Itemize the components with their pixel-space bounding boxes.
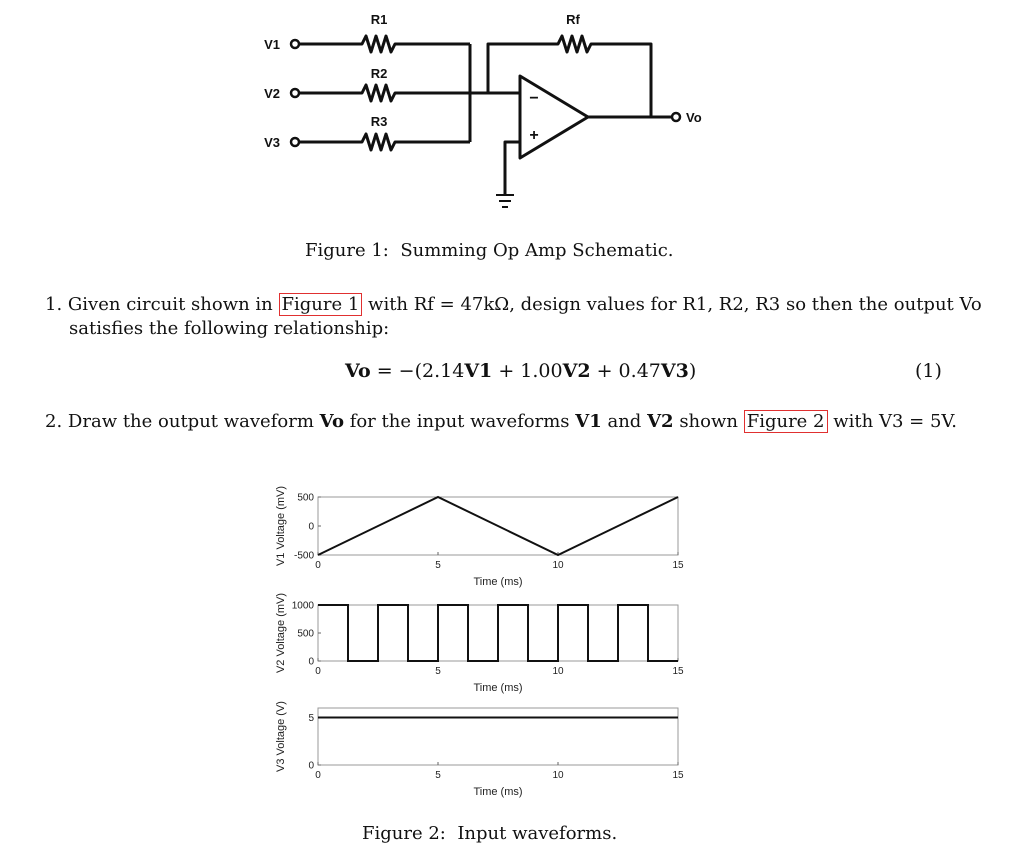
v1-label: V1 <box>264 37 280 52</box>
eq-v3: V3 <box>660 360 689 382</box>
question-2-text-b: for the input waveforms <box>349 411 570 432</box>
v1-ylabel: V1 Voltage (mV) <box>275 485 287 567</box>
question-2-number: 2. <box>45 411 63 432</box>
v3-ylabel: V3 Voltage (V) <box>275 701 287 772</box>
v3-xlabel: Time (ms) <box>473 786 523 798</box>
eq-v2: V2 <box>562 360 591 382</box>
v1-xtick-label: 10 <box>552 560 564 571</box>
v1-xlabel: Time (ms) <box>473 576 523 588</box>
v2-xtick-label: 5 <box>435 666 441 677</box>
rf-label: Rf <box>566 12 580 27</box>
figure-2-caption <box>362 823 617 844</box>
v3-ytick-label: 0 <box>308 760 314 772</box>
v1-ytick-label: -500 <box>293 550 314 562</box>
equation-1 <box>345 360 696 382</box>
v1-voltage-plot <box>275 486 684 588</box>
eq-vo: Vo <box>345 360 371 382</box>
eq-part-a: = −(2.14 <box>370 360 465 382</box>
inverting-sign: − <box>529 90 539 107</box>
noninverting-sign: + <box>529 127 539 144</box>
question-1-text-b: with Rf = 47kΩ, design values for R1, R2, R3 so then the output Vo <box>368 294 982 315</box>
summing-op-amp-schematic <box>0 0 1024 240</box>
v2-ytick-label: 0 <box>308 656 314 668</box>
ground-wire <box>505 142 520 195</box>
figure-2-text: Input waveforms. <box>457 823 618 844</box>
question-2-text-d: with V3 = 5V. <box>833 411 957 432</box>
r3-resistor <box>299 134 470 150</box>
question-2-vo: Vo <box>319 411 344 432</box>
v3-voltage-plot <box>275 701 684 798</box>
r1-resistor <box>299 36 470 52</box>
v2-waveform-line <box>318 605 678 661</box>
eq-part-b: + 1.00 <box>492 360 563 382</box>
figure-1-link[interactable]: Figure 1 <box>279 293 363 316</box>
v2-ytick-label: 500 <box>297 628 314 640</box>
eq-part-c: + 0.47 <box>590 360 661 382</box>
v1-xtick-label: 0 <box>315 560 321 571</box>
equation-number: (1) <box>915 360 942 382</box>
vo-label: Vo <box>686 110 702 125</box>
ground-icon <box>496 195 514 207</box>
question-2-and: and <box>607 411 642 432</box>
eq-end: ) <box>688 360 697 382</box>
v3-xtick-label: 0 <box>315 770 321 781</box>
op-amp-triangle <box>520 76 588 158</box>
v2-ylabel: V2 Voltage (mV) <box>275 592 287 674</box>
figure-1-caption <box>305 240 674 261</box>
v1-waveform-line <box>318 497 678 555</box>
question-1 <box>45 293 982 341</box>
v2-xtick-label: 0 <box>315 666 321 677</box>
r2-label: R2 <box>370 66 388 81</box>
v2-voltage-plot <box>275 593 684 694</box>
question-2 <box>45 410 957 434</box>
input-waveforms-figure <box>260 478 700 808</box>
v1-xtick-label: 5 <box>435 560 441 571</box>
figure-1-label: Figure 1: <box>305 240 389 261</box>
eq-v1: V1 <box>464 360 493 382</box>
r2-resistor <box>299 85 470 101</box>
v1-terminal <box>291 40 299 48</box>
v2-terminal <box>291 89 299 97</box>
v2-label: V2 <box>264 86 280 101</box>
vo-terminal <box>672 113 680 121</box>
figure-2-label: Figure 2: <box>362 823 446 844</box>
r1-label: R1 <box>370 12 388 27</box>
v3-xtick-label: 10 <box>552 770 564 781</box>
v1-xtick-label: 15 <box>672 560 684 571</box>
v2-ytick-label: 1000 <box>291 600 314 612</box>
question-1-text-a: Given circuit shown in <box>67 294 273 315</box>
r3-label: R3 <box>370 114 388 129</box>
question-2-text-a: Draw the output waveform <box>67 411 314 432</box>
v1-ytick-label: 500 <box>297 492 314 504</box>
v3-ytick-label: 5 <box>308 713 314 724</box>
question-1-text-c: satisfies the following relationship: <box>69 318 390 339</box>
v3-xtick-label: 15 <box>672 770 684 781</box>
v3-label: V3 <box>264 135 280 150</box>
v3-xtick-label: 5 <box>435 770 441 781</box>
v2-xlabel: Time (ms) <box>473 682 523 694</box>
question-2-text-c: shown <box>679 411 738 432</box>
v2-xtick-label: 15 <box>672 666 684 677</box>
v3-terminal <box>291 138 299 146</box>
question-2-v2: V2 <box>647 411 674 432</box>
question-2-v1: V1 <box>575 411 602 432</box>
figure-1-text: Summing Op Amp Schematic. <box>400 240 674 261</box>
v2-xtick-label: 10 <box>552 666 564 677</box>
question-1-number: 1. <box>45 294 63 315</box>
figure-2-link[interactable]: Figure 2 <box>744 410 828 433</box>
v1-ytick-label: 0 <box>308 521 314 533</box>
